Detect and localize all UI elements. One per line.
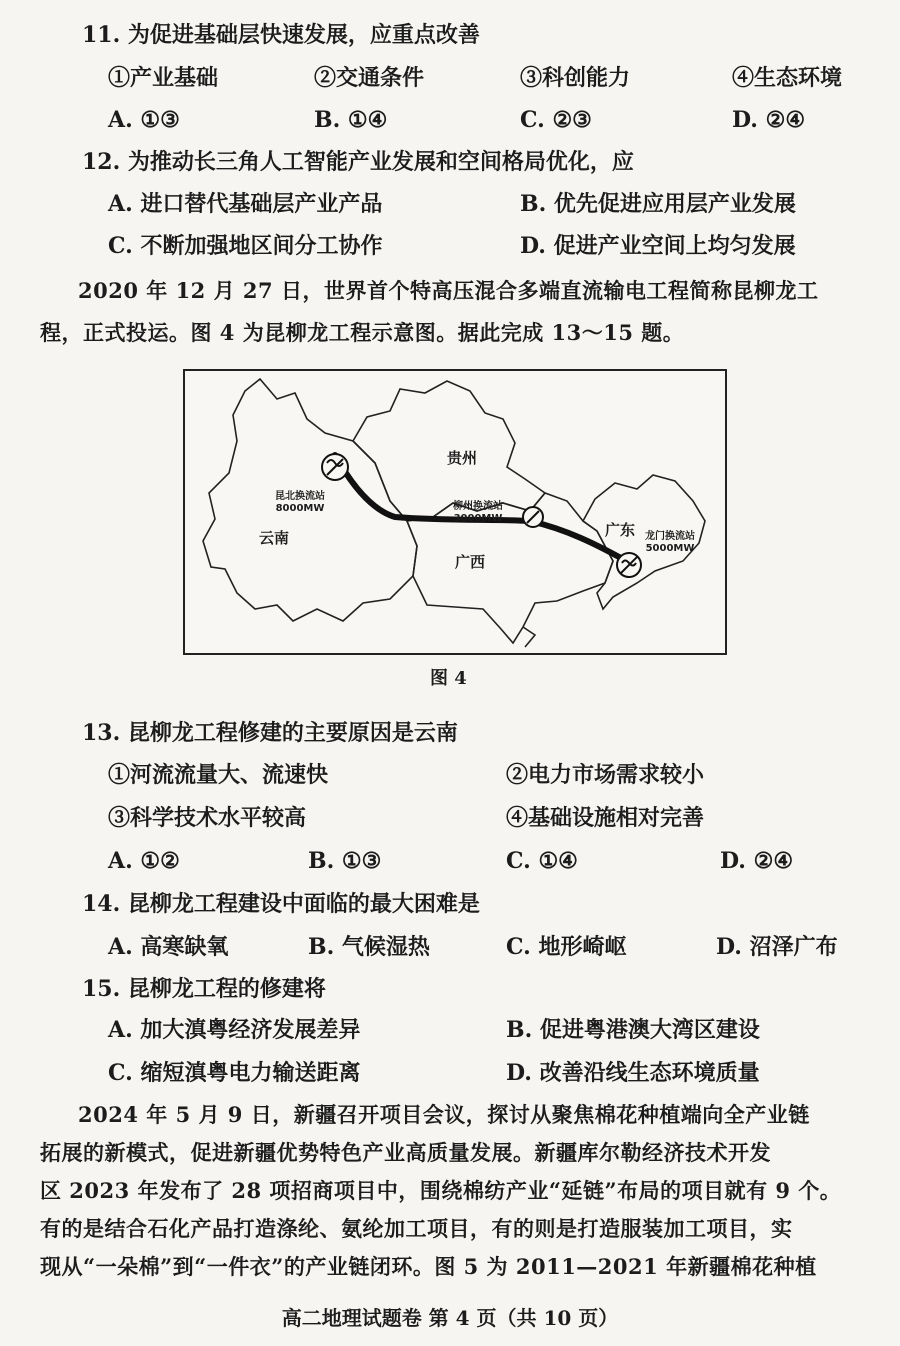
q11-stem: 11. 为促进基础层快速发展，应重点改善 (82, 22, 480, 48)
station-label-kunbei (275, 491, 325, 515)
province-label-guizhou: 贵州 (447, 449, 478, 467)
liuzhou-station-icon (523, 507, 543, 527)
intro2-line3: 区 2023 年发布了 28 项招商项目中，围绕棉纺产业“延链”布局的项目就有 9 个。 (40, 1178, 842, 1203)
q15-choice-a: A. 加大滇粤经济发展差异 (108, 1017, 361, 1043)
province-label-guangdong: 广东 (605, 521, 636, 539)
q13-option-4: ④基础设施相对完善 (506, 805, 705, 831)
q14-choice-c: C. 地形崎岖 (506, 934, 627, 960)
figure-4-caption: 图 4 (430, 668, 467, 689)
station-name-liuzhou: 柳州换流站 (453, 501, 503, 512)
q13-choice-b: B. ①③ (308, 848, 382, 874)
q11-option-4: ④生态环境 (732, 65, 843, 91)
q11-option-1: ①产业基础 (108, 65, 219, 91)
q11-choice-d: D. ②④ (732, 107, 806, 133)
q11-choice-a: A. ①③ (108, 107, 180, 133)
figure-4-map (183, 369, 727, 655)
q14-choice-b: B. 气候湿热 (308, 934, 430, 960)
q15-choice-d: D. 改善沿线生态环境质量 (506, 1060, 760, 1086)
q14-stem: 14. 昆柳龙工程建设中面临的最大困难是 (82, 891, 480, 917)
q12-choice-c: C. 不断加强地区间分工协作 (108, 233, 383, 259)
q13-option-2: ②电力市场需求较小 (506, 762, 705, 788)
q12-choice-d: D. 促进产业空间上均匀发展 (520, 233, 796, 259)
q13-option-3: ③科学技术水平较高 (108, 805, 307, 831)
intro1-line2: 程，正式投运。图 4 为昆柳龙工程示意图。据此完成 13～15 题。 (40, 320, 685, 345)
longmen-station-icon (617, 553, 641, 577)
coast-outline (523, 627, 535, 647)
q11-choice-b: B. ①④ (314, 107, 388, 133)
q15-choice-b: B. 促进粤港澳大湾区建设 (506, 1017, 760, 1043)
q14-choice-a: A. 高寒缺氧 (108, 934, 229, 960)
q12-choice-a: A. 进口替代基础层产业产品 (108, 191, 383, 217)
q13-stem: 13. 昆柳龙工程修建的主要原因是云南 (82, 720, 458, 746)
station-power-kunbei: 8000MW (275, 503, 325, 514)
guangxi-outline (407, 493, 613, 643)
q12-choice-b: B. 优先促进应用层产业发展 (520, 191, 796, 217)
q15-choice-c: C. 缩短滇粤电力输送距离 (108, 1060, 361, 1086)
station-label-longmen (645, 531, 695, 555)
province-label-guangxi: 广西 (455, 553, 486, 571)
q12-stem: 12. 为推动长三角人工智能产业发展和空间格局优化，应 (82, 149, 634, 175)
station-name-longmen: 龙门换流站 (645, 531, 695, 542)
q13-choice-c: C. ①④ (506, 848, 578, 874)
q11-option-2: ②交通条件 (314, 65, 425, 91)
q13-choice-a: A. ①② (108, 848, 180, 874)
q13-choice-d: D. ②④ (720, 848, 794, 874)
station-label-liuzhou (453, 501, 503, 525)
q14-choice-d: D. 沼泽广布 (716, 934, 838, 960)
intro2-line4: 有的是结合石化产品打造涤纶、氨纶加工项目，有的则是打造服装加工项目，实 (40, 1216, 793, 1241)
province-label-yunnan: 云南 (259, 529, 290, 547)
kunbei-station-icon (322, 454, 348, 480)
q11-option-3: ③科创能力 (520, 65, 631, 91)
intro1-line1: 2020 年 12 月 27 日，世界首个特高压混合多端直流输电工程简称昆柳龙工 (78, 278, 819, 303)
q13-option-1: ①河流流量大、流速快 (108, 762, 329, 788)
intro2-line5: 现从“一朵棉”到“一件衣”的产业链闭环。图 5 为 2011—2021 年新疆棉花种植 (40, 1254, 817, 1279)
intro2-line2: 拓展的新模式，促进新疆优势特色产业高质量发展。新疆库尔勒经济技术开发 (40, 1140, 771, 1165)
page-footer: 高二地理试题卷 第 4 页（共 10 页） (281, 1306, 619, 1330)
station-power-longmen: 5000MW (645, 543, 695, 554)
q11-choice-c: C. ②③ (520, 107, 592, 133)
station-power-liuzhou: 3000MW (453, 513, 503, 524)
q15-stem: 15. 昆柳龙工程的修建将 (82, 976, 326, 1002)
station-name-kunbei: 昆北换流站 (275, 491, 325, 502)
intro2-line1: 2024 年 5 月 9 日，新疆召开项目会议，探讨从聚焦棉花种植端向全产业链 (78, 1102, 810, 1127)
